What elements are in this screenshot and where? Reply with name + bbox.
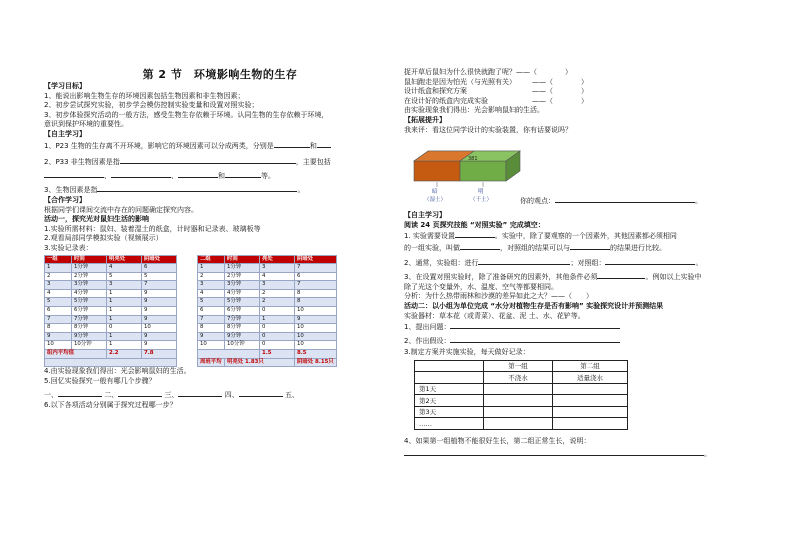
left-column xyxy=(44,82,396,411)
goals-heading: 【学习目标】 xyxy=(44,82,86,90)
table-cell: 9 xyxy=(142,341,177,350)
page-title: 第 2 节 环境影响生物的生存 xyxy=(142,68,298,81)
table-row xyxy=(45,264,337,273)
table-cell: 5 xyxy=(198,298,225,307)
table-cell: 8 xyxy=(295,298,337,307)
paren-close: ） xyxy=(581,96,588,105)
table-cell: 10 xyxy=(198,341,225,350)
table-gap xyxy=(177,341,198,350)
table-cell: 6分钟 xyxy=(72,307,107,316)
s2-blank-2[interactable] xyxy=(605,257,695,265)
table-cell: 5 xyxy=(142,272,177,281)
result-cell-empty[interactable] xyxy=(553,395,628,407)
table-row xyxy=(45,324,337,333)
table-cell: 0 xyxy=(260,341,295,350)
table-cell: 9 xyxy=(295,315,337,324)
opinion-blank[interactable] xyxy=(555,195,695,203)
table-cell: 8分钟 xyxy=(225,324,260,333)
coop-intro: 根据同学们课间交流中存在的问题确定探究内容。 xyxy=(44,205,198,214)
table-cell: 7 xyxy=(45,315,72,324)
expand-question: 我来评：看这位同学设计的实验装置，你有话要说吗？ xyxy=(404,125,572,134)
table-cell: 4分钟 xyxy=(72,289,107,298)
header-cell: 时间 xyxy=(225,255,260,264)
table-cell: 0 xyxy=(260,332,295,341)
table-row xyxy=(45,272,337,281)
p1-line xyxy=(404,321,756,333)
table-gap xyxy=(177,255,198,264)
right-column xyxy=(404,68,756,460)
q3-text: 3、生物因素是指 xyxy=(44,186,98,195)
q4-end: 。 xyxy=(704,450,711,459)
paren-close: ） xyxy=(565,68,572,76)
table-cell: 7 xyxy=(295,281,337,290)
table-cell: 2分钟 xyxy=(72,272,107,281)
q2-blank-4[interactable] xyxy=(178,170,218,178)
wet-soil-label: （湿土） xyxy=(424,197,447,204)
table-cell: 4 xyxy=(107,264,142,273)
table-gap xyxy=(177,315,198,324)
result-cell-empty[interactable] xyxy=(484,383,553,395)
table-cell: 9 xyxy=(142,289,177,298)
header-cell: 时间 xyxy=(72,255,107,264)
table-avg-row xyxy=(45,350,337,359)
result-day-label: 第3天 xyxy=(415,406,484,418)
step-blank[interactable] xyxy=(239,389,283,397)
p2-label: 2、作出假设： xyxy=(404,336,451,345)
table-cell: 10 xyxy=(295,332,337,341)
table-cell: 9 xyxy=(45,332,72,341)
table-cell: 9 xyxy=(142,315,177,324)
table-cell: 10 xyxy=(295,324,337,333)
self-study-q2 xyxy=(44,156,396,168)
table-gap xyxy=(177,298,198,307)
q4-line xyxy=(404,437,756,447)
class-avg-label: 周班平均 xyxy=(198,358,225,367)
step-label: 三、 xyxy=(164,391,179,400)
q4-blank[interactable] xyxy=(404,448,704,456)
experiment-figure xyxy=(404,135,756,207)
s3-line-2: 除了光这个变量外，水、温度、空气等都要相同。 xyxy=(404,282,558,291)
header-cell: 阴暗处 xyxy=(142,255,177,264)
result-cell-empty[interactable] xyxy=(484,418,553,430)
q2-blank-3[interactable] xyxy=(111,170,171,178)
s2-end: 。 xyxy=(695,258,703,267)
result-cell: 适量浇水 xyxy=(553,372,628,384)
materials-line: 1.实验所需材料：鼠妇、装着湿土的纸盒，计时器和记录表、玻璃板等 xyxy=(44,224,261,233)
paren-open: （ xyxy=(546,87,553,96)
s1-line xyxy=(404,230,756,242)
self-study-q3 xyxy=(44,184,396,196)
table-row xyxy=(415,383,628,395)
s1-line-2 xyxy=(404,242,756,254)
result-cell: 第二组 xyxy=(553,360,628,372)
table-cell: 2 xyxy=(260,289,295,298)
table-cell: 3分钟 xyxy=(225,281,260,290)
s1-text: 1. 实验需要设置 xyxy=(404,232,455,241)
table-cell: 10分钟 xyxy=(72,341,107,350)
table-row xyxy=(415,395,628,407)
step-blank[interactable] xyxy=(58,389,102,397)
table-cell: 2 xyxy=(198,272,225,281)
step-label: 二、 xyxy=(104,391,119,400)
s3-text-b: 。例如以上实验中 xyxy=(645,273,702,282)
opinion-label: 你的观点： xyxy=(520,197,555,206)
table-gap xyxy=(177,264,198,273)
paren-open: （ xyxy=(530,68,537,76)
s1-text-e: 的结果进行比较。 xyxy=(610,243,666,252)
table-cell: 4 xyxy=(198,289,225,298)
table-header-row xyxy=(45,255,337,264)
table-cell: 4分钟 xyxy=(225,289,260,298)
conclusion-line: 4.由实验现象我们得出：光会影响鼠妇的生活。 xyxy=(44,367,191,376)
table-cell: 1分钟 xyxy=(225,264,260,273)
step-match-row: 鼠妇跑走是因为怕光（与光照有关） ——（ ） xyxy=(404,77,588,86)
table-cell: 1 xyxy=(107,307,142,316)
table-gap xyxy=(177,332,198,341)
q1-blank-1[interactable] xyxy=(274,140,310,148)
table-cell: 1 xyxy=(107,298,142,307)
table-gap xyxy=(177,324,198,333)
avg-empty xyxy=(45,358,177,367)
table-cell: 3 xyxy=(45,281,72,290)
s1-blank-2[interactable] xyxy=(460,242,500,250)
table-row xyxy=(45,298,337,307)
p2-line xyxy=(404,335,756,347)
step-blank[interactable] xyxy=(118,389,162,397)
table-cell: 6 xyxy=(198,307,225,316)
table-cell: 10 xyxy=(295,307,337,316)
table-cell: 0 xyxy=(107,324,142,333)
step-blank[interactable] xyxy=(178,389,222,397)
table-row xyxy=(45,332,337,341)
result-cell xyxy=(415,372,484,384)
table-cell: 6 xyxy=(45,307,72,316)
result-cell-empty[interactable] xyxy=(553,418,628,430)
step-match-row: 在设计好的纸盒内完成实验 ——（ ） xyxy=(404,96,588,105)
table-cell: 10分钟 xyxy=(225,341,260,350)
step-label: 一、 xyxy=(44,391,58,400)
table-cell: 10 xyxy=(45,341,72,350)
self-study-heading: 【自主学习】 xyxy=(44,129,86,138)
table-cell: 9 xyxy=(142,332,177,341)
s3-line xyxy=(404,271,756,283)
header-cell: 亮处 xyxy=(260,255,295,264)
goal-item: 3、初步体验探究活动的一般方法，感受生物生存依赖于环境。认同生物的生存依赖于环境， xyxy=(44,110,329,119)
table-cell: 1 xyxy=(107,289,142,298)
table-cell: 6 xyxy=(142,264,177,273)
table-cell: 5 xyxy=(107,272,142,281)
table-row xyxy=(45,315,337,324)
s1-text-d: ，对照组的结果可以与 xyxy=(500,243,570,252)
s2-blank-1[interactable] xyxy=(478,257,570,265)
q2-text: 2、P33 非生物因素是指 xyxy=(44,158,120,167)
s1-blank[interactable] xyxy=(455,230,495,238)
step-match-text: 鼠妇跑走是因为怕光（与光照有关） xyxy=(404,77,516,86)
avg-empty xyxy=(198,350,260,359)
p3-line: 3.制定方案并实施实验，每天做好记录： xyxy=(404,348,530,357)
table-gap xyxy=(177,350,198,359)
result-cell-empty[interactable] xyxy=(553,406,628,418)
table-cell: 7 xyxy=(295,264,337,273)
activity-two-heading: 活动二：以小组为单位完成 “水分对植物生存是否有影响” 实验探究设计并预测结果 xyxy=(404,301,664,310)
q2-etc: 等。 xyxy=(261,171,275,180)
coop-heading: 【合作学习】 xyxy=(44,195,86,204)
s1-blank-3[interactable] xyxy=(570,242,610,250)
reading-instruction: 阅读 24 页探究技能 “对照实验” 完成填空： xyxy=(404,220,545,229)
table-cell: 10 xyxy=(142,324,177,333)
table-cell: 7分钟 xyxy=(225,315,260,324)
table-cell: 8 xyxy=(295,289,337,298)
table-row xyxy=(45,289,337,298)
result-cell-empty[interactable] xyxy=(553,383,628,395)
table-gap xyxy=(177,307,198,316)
table-cell: 8 xyxy=(198,324,225,333)
table-cell: 1 xyxy=(107,341,142,350)
goal-item: 2、初步尝试探究实验，初步学会模仿控制实验变量和设置对照实验； xyxy=(44,101,259,110)
step-match-row: 捉开草后鼠妇为什么很快就跑了呢？——（ ） xyxy=(404,68,572,76)
result-day-label: …… xyxy=(415,418,484,430)
table-cell: 10 xyxy=(295,341,337,350)
wet-soil-block xyxy=(414,161,460,181)
table-cell: 4 xyxy=(45,289,72,298)
table-row xyxy=(45,281,337,290)
step-match-text: 捉开草后鼠妇为什么很快就跑了呢？ xyxy=(404,68,516,76)
result-day-label: 第1天 xyxy=(415,383,484,395)
avg-value: 2.2 xyxy=(107,350,142,359)
self-study-heading-2: 【自主学习】 xyxy=(404,211,446,220)
table-cell: 9 xyxy=(142,298,177,307)
paren-close: ） xyxy=(581,87,588,96)
table-row xyxy=(415,406,628,418)
steps-question: 5.回忆实验探究一般有哪几个步骤？ xyxy=(44,376,156,385)
q1-and: 和 xyxy=(309,141,317,150)
s3-analysis: 分析：为什么热带雨林和沙漠的差异如此之大？——（ ） xyxy=(404,292,593,301)
step-match-text: 设计纸盒和探究方案 xyxy=(404,87,467,96)
table-cell: 5分钟 xyxy=(225,298,260,307)
result-table xyxy=(414,360,628,430)
table-cell: 1 xyxy=(198,264,225,273)
q2-and: 和 xyxy=(218,171,225,180)
record-table-label: 3.实验记录表： xyxy=(44,243,93,252)
observation-table xyxy=(44,255,337,368)
table-cell: 3 xyxy=(198,281,225,290)
table-cell: 3 xyxy=(260,281,295,290)
header-cell: 二组 xyxy=(198,255,225,264)
class-avg-dark: 阴暗处 8.15只 xyxy=(295,358,337,367)
table-cell: 7分钟 xyxy=(72,315,107,324)
table-cell: 8分钟 xyxy=(72,324,107,333)
s2-line xyxy=(404,257,756,269)
p1-label: 1、提出问题： xyxy=(404,323,451,332)
materials-2: 实验器材：草本花（或青菜）、花盆、泥 土、水、花铲等。 xyxy=(404,311,585,320)
table-cell: 3分钟 xyxy=(72,281,107,290)
q1-text: 1、P23 生物的生存离不开环境，影响它的环境因素可以分成两类，分别是 xyxy=(44,141,274,150)
expand-heading: 【拓展提升】 xyxy=(404,115,446,124)
table-row xyxy=(415,418,628,430)
q3-blank[interactable] xyxy=(97,184,297,192)
q4-text: 4、如果第一组植物不能很好生长，第二组正常生长，说明： xyxy=(404,436,591,445)
table-cell: 7 xyxy=(142,281,177,290)
step-match-text: 由实验现象我们得出：光会影响鼠妇的生活。 xyxy=(404,106,544,115)
table-gap xyxy=(177,281,198,290)
s1-text-b: 。实验中，除了要观察的一个因素外，其他因素都必须相同 xyxy=(494,232,677,241)
avg-value: 8.5 xyxy=(295,350,337,359)
wet-label: 暗 xyxy=(432,189,438,196)
table-cell: 6分钟 xyxy=(225,307,260,316)
paren-open: （ xyxy=(546,77,553,86)
table-gap xyxy=(177,272,198,281)
q1-blank-2[interactable] xyxy=(317,140,331,148)
table-row xyxy=(415,372,628,384)
table-cell: 1 xyxy=(45,264,72,273)
dry-soil-label: （干土） xyxy=(470,197,493,204)
steps-blanks xyxy=(44,389,396,401)
table-cell: 3 xyxy=(107,281,142,290)
activity-question: 6.以下各项活动分别属于探究过程哪一步？ xyxy=(44,401,177,409)
table-cell: 8 xyxy=(45,324,72,333)
header-cell: 明亮处 xyxy=(107,255,142,264)
activity-one-heading: 活动一，探究光对鼠妇生活的影响 xyxy=(44,215,149,224)
table-cell: 4 xyxy=(260,272,295,281)
step-label: 五、 xyxy=(284,391,299,400)
result-cell xyxy=(415,360,484,372)
table-gap xyxy=(177,358,198,367)
paren-open: （ xyxy=(546,96,553,105)
header-cell: 阴暗处 xyxy=(295,255,337,264)
avg-label: 组内平均值 xyxy=(45,350,107,359)
s3-text: 3、在设置对照实验时，除了准备研究的因素外，其他条件必须 xyxy=(404,273,598,282)
self-study-q1 xyxy=(44,140,396,152)
q2-blank-5[interactable] xyxy=(225,170,261,178)
table-row xyxy=(415,360,628,372)
figure-number: 381 xyxy=(468,156,478,163)
goal-item: 1、能说出影响生物生存的环境因素包括生物因素和非生物因素； xyxy=(44,91,245,100)
video-line: 2.观看局部同学模拟实验（视频展示） xyxy=(44,234,163,243)
opinion-line: 你的观点： 。 xyxy=(520,197,702,206)
table-row xyxy=(45,341,337,350)
avg-value: 7.8 xyxy=(142,350,177,359)
table-cell: 0 xyxy=(260,307,295,316)
result-day-label: 第2天 xyxy=(415,395,484,407)
table-cell: 5 xyxy=(45,298,72,307)
s1-text-c: 的一组实验，叫做 xyxy=(404,243,460,252)
table-cell: 9分钟 xyxy=(225,332,260,341)
self-study-q2-cont: 、 、 和 等。 xyxy=(44,170,396,182)
q2-blank-2[interactable] xyxy=(44,170,104,178)
table-cell: 3 xyxy=(260,264,295,273)
step-label: 四、 xyxy=(224,391,239,400)
step-match-text: 在设计好的纸盒内完成实验 xyxy=(404,96,488,105)
table-cell: 1分钟 xyxy=(72,264,107,273)
table-cell: 9分钟 xyxy=(72,332,107,341)
p1-blank[interactable] xyxy=(450,321,620,329)
table-cell: 2 xyxy=(45,272,72,281)
q4-line-2 xyxy=(404,448,756,460)
s3-blank[interactable] xyxy=(597,271,645,279)
q2-include: ，主要包括 xyxy=(295,158,331,167)
table-cell: 6 xyxy=(295,272,337,281)
s2-text: 2、通常，实验组：进行 xyxy=(404,258,479,267)
q2-blank-1[interactable] xyxy=(120,156,296,164)
result-cell-empty[interactable] xyxy=(484,406,553,418)
table-cell: 9 xyxy=(142,307,177,316)
table-cell: 2 xyxy=(260,298,295,307)
step-match-row xyxy=(404,106,756,116)
table-cell: 1 xyxy=(107,332,142,341)
result-cell: 第一组 xyxy=(484,360,553,372)
step-match-row: 设计纸盒和探究方案 ——（ ） xyxy=(404,87,588,96)
class-avg-bright: 明亮处 1.83只 xyxy=(225,358,295,367)
table-cell: 1 xyxy=(260,315,295,324)
paren-close: ） xyxy=(581,77,588,86)
header-cell: 一组 xyxy=(45,255,72,264)
table-gap xyxy=(177,289,198,298)
table-cell: 2分钟 xyxy=(225,272,260,281)
q3-end: 。 xyxy=(297,186,305,195)
table-row xyxy=(45,307,337,316)
table-cell: 0 xyxy=(260,324,295,333)
result-cell: 不浇水 xyxy=(484,372,553,384)
table-cell: 5分钟 xyxy=(72,298,107,307)
avg-value: 1.5 xyxy=(260,350,295,359)
table-cell: 7 xyxy=(198,315,225,324)
dry-soil-block xyxy=(460,161,506,181)
goal-item: 意识到保护环境的重要性。 xyxy=(44,120,128,129)
s2-text-b: ；对照组： xyxy=(570,258,606,267)
table-class-avg-row xyxy=(45,358,337,367)
dry-label: 明 xyxy=(478,189,484,196)
p2-blank[interactable] xyxy=(450,335,620,343)
table-cell: 9 xyxy=(198,332,225,341)
result-cell-empty[interactable] xyxy=(484,395,553,407)
table-cell: 1 xyxy=(107,315,142,324)
